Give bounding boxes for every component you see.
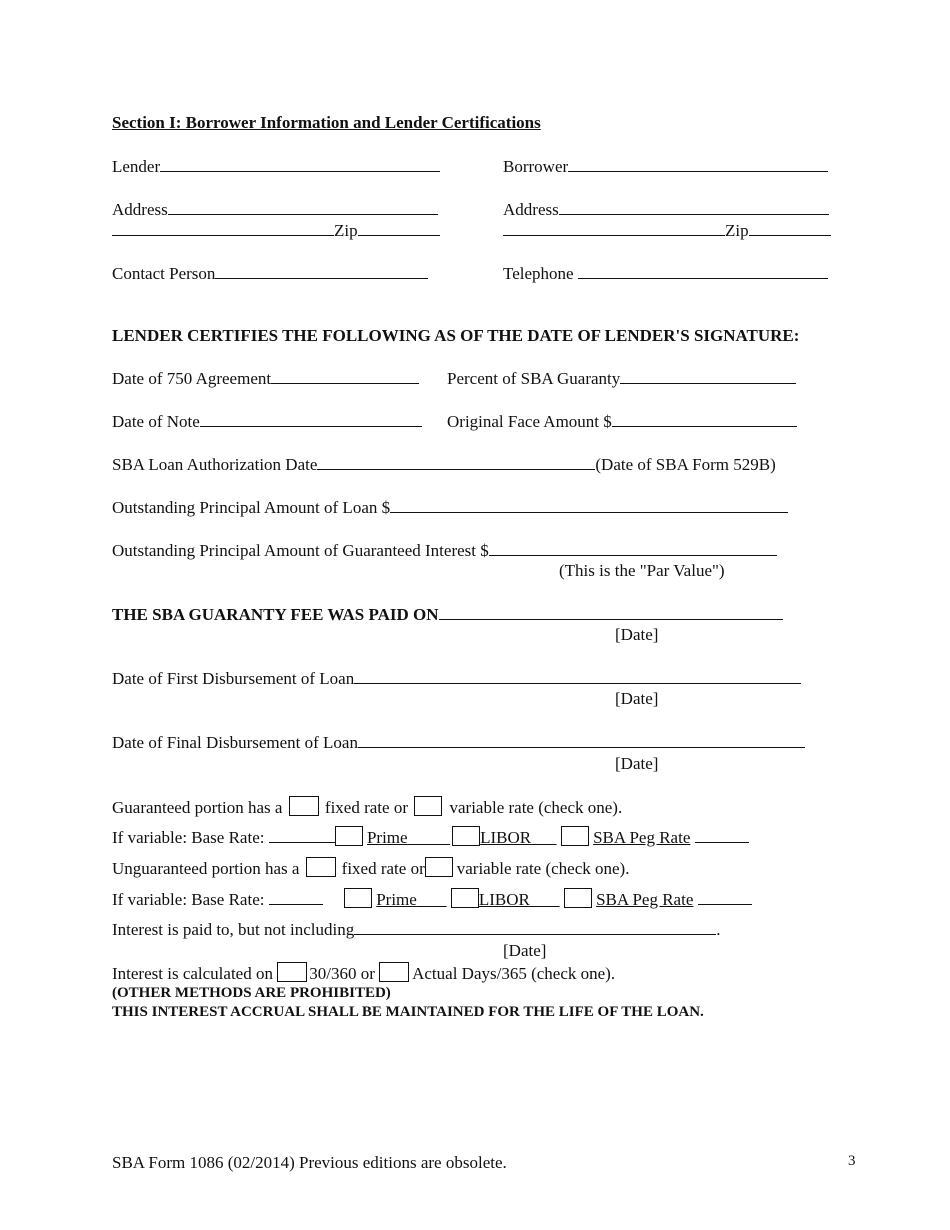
guaranteed-prime-text: Prime	[366, 828, 408, 847]
borrower-row	[503, 156, 828, 177]
date-750-label: Date of 750 Agreement	[112, 369, 272, 388]
outstanding-loan-field[interactable]	[390, 497, 788, 513]
outstanding-loan-label: Outstanding Principal Amount of Loan $	[112, 498, 391, 517]
date-750-field[interactable]	[271, 368, 419, 384]
outstanding-guaranteed-field[interactable]	[489, 540, 777, 556]
unguaranteed-portion-prefix: Unguaranteed portion has a	[112, 859, 300, 878]
lender-zip-label: Zip	[334, 221, 358, 240]
date-note-label: Date of Note	[112, 412, 200, 431]
outstanding-loan-row	[112, 497, 788, 518]
unguaranteed-peg-field[interactable]	[698, 889, 752, 905]
contact-row	[112, 263, 428, 284]
lender-address-label: Address	[112, 200, 168, 219]
guaranteed-prime-label	[367, 828, 450, 847]
original-face-row	[447, 411, 797, 432]
page-number: 3	[848, 1153, 856, 1169]
original-face-label: Original Face Amount $	[447, 412, 612, 431]
final-disbursement-date-hint: [Date]	[615, 754, 659, 773]
guaranteed-base-rate-field[interactable]	[269, 827, 323, 843]
guaranteed-variable-checkbox[interactable]	[414, 796, 442, 816]
first-disbursement-field[interactable]	[354, 668, 801, 684]
unguaranteed-libor-checkbox[interactable]	[451, 888, 479, 908]
guaranteed-fixed-checkbox[interactable]	[289, 796, 319, 816]
method-actual-label: Actual Days/365 (check one).	[412, 964, 616, 983]
contact-person-label: Contact Person	[112, 264, 216, 283]
telephone-label: Telephone	[503, 264, 574, 283]
guaranty-fee-label: THE SBA GUARANTY FEE WAS PAID ON	[112, 605, 439, 624]
interest-paid-row: Interest is paid to, but not including .	[112, 920, 721, 939]
interest-calc-row	[112, 962, 615, 984]
guaranteed-variable-row	[112, 826, 749, 848]
auth-date-row	[112, 454, 776, 475]
unguaranteed-fixed-checkbox[interactable]	[306, 857, 336, 877]
unguaranteed-prime-label	[376, 890, 446, 909]
guaranty-fee-row	[112, 604, 783, 625]
borrower-zip-label: Zip	[725, 221, 749, 240]
guaranteed-rate-row	[112, 796, 622, 818]
unguaranteed-libor-label	[479, 890, 560, 909]
unguaranteed-rate-row	[112, 857, 629, 879]
final-disbursement-field[interactable]	[358, 732, 805, 748]
borrower-zip-field[interactable]	[749, 220, 831, 236]
interest-calc-prefix: Interest is calculated on	[112, 964, 273, 983]
date-note-field[interactable]	[200, 411, 422, 427]
lender-zip-row	[112, 220, 440, 241]
percent-guaranty-label: Percent of SBA Guaranty	[447, 369, 621, 388]
interest-paid-label: Interest is paid to, but not including	[112, 920, 355, 939]
guaranteed-variable-label: variable rate (check one).	[449, 798, 623, 817]
guaranteed-peg-checkbox[interactable]	[561, 826, 589, 846]
contact-person-field[interactable]	[215, 263, 428, 279]
auth-date-field[interactable]	[317, 454, 595, 470]
unguaranteed-libor-text: LIBOR	[478, 890, 530, 909]
outstanding-guaranteed-row	[112, 540, 777, 561]
first-disbursement-date-hint: [Date]	[615, 689, 659, 708]
lender-label: Lender	[112, 157, 161, 176]
lender-address-row	[112, 199, 438, 220]
guaranteed-base-rate-label: If variable: Base Rate:	[112, 828, 265, 847]
unguaranteed-peg-checkbox[interactable]	[564, 888, 592, 908]
lender-field[interactable]	[160, 156, 440, 172]
lender-row	[112, 156, 440, 177]
guaranteed-base-rate-blank	[323, 827, 335, 843]
unguaranteed-variable-row	[112, 888, 752, 910]
section-title: Section I: Borrower Information and Lender Certifications	[112, 113, 541, 132]
unguaranteed-prime-text: Prime	[376, 890, 417, 909]
guaranty-fee-date-hint: [Date]	[615, 625, 659, 644]
unguaranteed-peg-label: SBA Peg Rate	[596, 890, 694, 909]
guaranteed-peg-field[interactable]	[695, 827, 749, 843]
guaranteed-peg-label: SBA Peg Rate	[593, 828, 691, 847]
first-disbursement-label: Date of First Disbursement of Loan	[112, 669, 355, 688]
interest-paid-field[interactable]	[354, 919, 716, 935]
unguaranteed-fixed-label: fixed rate or	[341, 859, 425, 878]
par-value-note: (This is the "Par Value")	[559, 561, 725, 580]
telephone-field[interactable]	[578, 263, 828, 279]
certify-heading: LENDER CERTIFIES THE FOLLOWING AS OF THE DATE OF LENDER'S SIGNATURE:	[112, 326, 800, 345]
date-note-row	[112, 411, 422, 432]
auth-date-note: (Date of SBA Form 529B)	[595, 455, 776, 474]
borrower-address-label: Address	[503, 200, 559, 219]
borrower-zip-row	[503, 220, 831, 241]
other-methods-note: (OTHER METHODS ARE PROHIBITED)	[112, 985, 391, 1001]
unguaranteed-variable-checkbox[interactable]	[425, 857, 453, 877]
final-disbursement-row	[112, 732, 805, 753]
accrual-statement: THIS INTEREST ACCRUAL SHALL BE MAINTAINED FOR THE LIFE OF THE LOAN.	[112, 1004, 704, 1020]
percent-guaranty-row	[447, 368, 796, 389]
borrower-city-field[interactable]	[503, 220, 725, 236]
guaranteed-libor-label	[480, 828, 557, 847]
method-30-360-label: 30/360 or	[309, 964, 375, 983]
telephone-row	[503, 263, 828, 284]
percent-guaranty-field[interactable]	[620, 368, 796, 384]
guaranteed-portion-prefix: Guaranteed portion has a	[112, 798, 283, 817]
lender-city-field[interactable]	[112, 220, 334, 236]
original-face-field[interactable]	[612, 411, 797, 427]
unguaranteed-base-rate-field[interactable]	[269, 889, 323, 905]
borrower-label: Borrower	[503, 157, 569, 176]
unguaranteed-variable-label: variable rate (check one).	[456, 859, 630, 878]
guaranty-fee-date-field[interactable]	[439, 604, 783, 620]
footer-text: SBA Form 1086 (02/2014) Previous editions are obsolete.	[112, 1153, 507, 1172]
method-30-360-checkbox[interactable]	[277, 962, 307, 982]
first-disbursement-row	[112, 668, 801, 689]
lender-zip-field[interactable]	[358, 220, 440, 236]
borrower-field[interactable]	[568, 156, 828, 172]
guaranteed-libor-text: LIBOR	[480, 828, 532, 847]
borrower-address-field[interactable]	[559, 199, 829, 215]
final-disbursement-label: Date of Final Disbursement of Loan	[112, 733, 358, 752]
guaranteed-fixed-label: fixed rate or	[324, 798, 408, 817]
unguaranteed-base-rate-label: If variable: Base Rate:	[112, 890, 265, 909]
guaranteed-libor-checkbox[interactable]	[452, 826, 480, 846]
guaranteed-prime-checkbox[interactable]	[335, 826, 363, 846]
date-750-row	[112, 368, 419, 389]
interest-paid-date-hint: [Date]	[503, 941, 547, 960]
lender-address-field[interactable]	[168, 199, 438, 215]
outstanding-guaranteed-label: Outstanding Principal Amount of Guaranteed Interest $	[112, 541, 489, 560]
auth-date-label: SBA Loan Authorization Date	[112, 455, 318, 474]
borrower-address-row	[503, 199, 829, 220]
method-actual-checkbox[interactable]	[379, 962, 409, 982]
unguaranteed-prime-checkbox[interactable]	[344, 888, 372, 908]
